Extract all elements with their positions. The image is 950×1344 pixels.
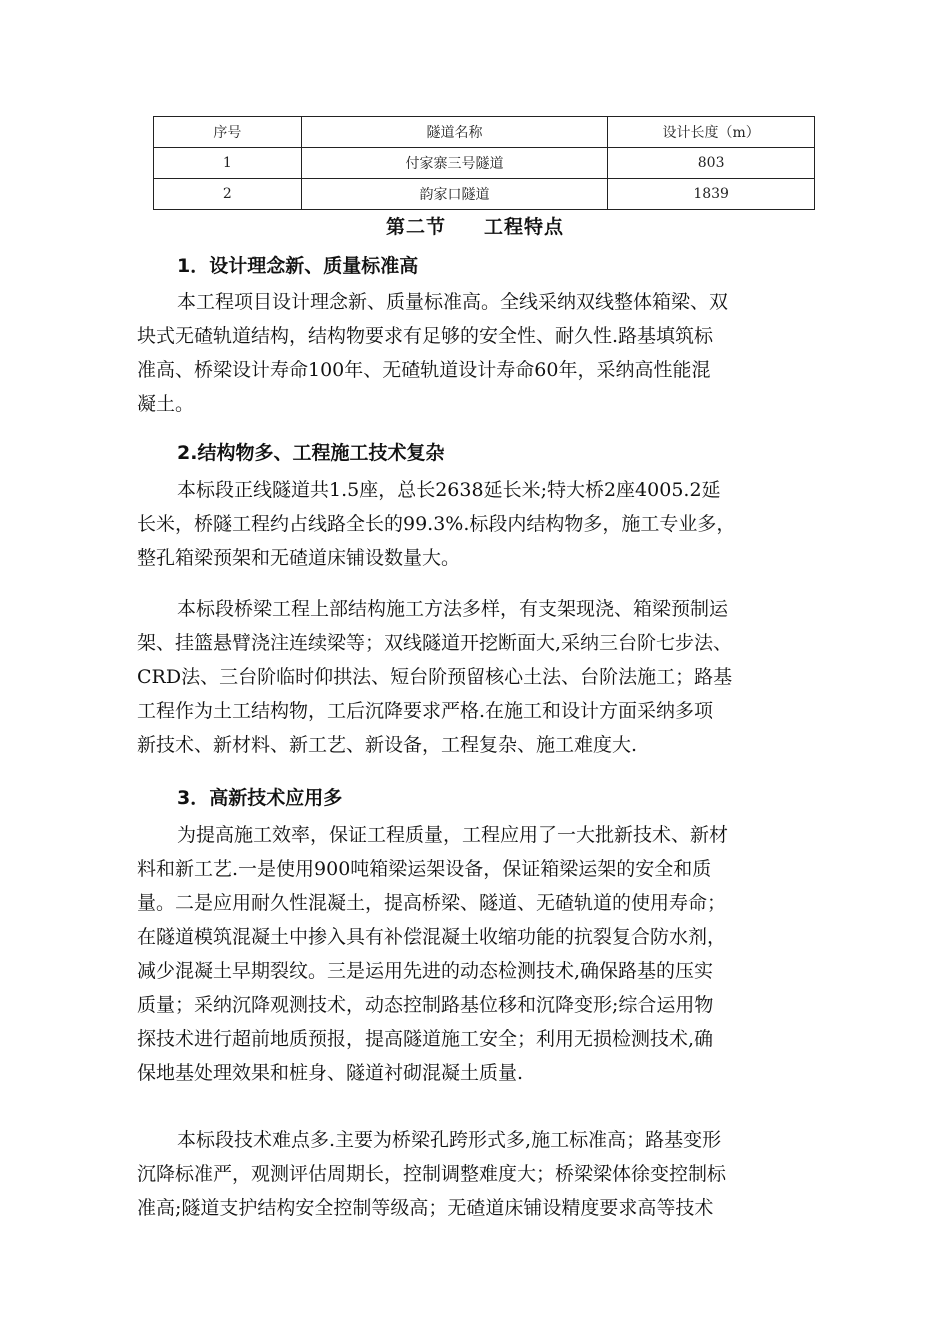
text-line: 本标段正线隧道共1.5座，总长2638延长米;特大桥2座4005.2延 [177,479,721,501]
table-row [154,179,815,210]
text-line: CRD法、三台阶临时仰拱法、短台阶预留核心土法、台阶法施工；路基 [137,666,733,688]
cell-tunnel-name: 韵家口隧道 [301,179,608,210]
section-title [0,212,950,240]
heading-new-technology: 3．高新技术应用多 [177,787,343,809]
text-line: 架、挂篮悬臂浇注连续梁等；双线隧道开挖断面大,采纳三台阶七步法、 [137,632,733,654]
section-number: 第二节 [385,216,446,238]
tunnel-table [153,116,815,210]
cell-design-length: 803 [608,148,815,179]
text-line: 质量；采纳沉降观测技术，动态控制路基位移和沉降变形;综合运用物 [137,994,714,1016]
cell-index: 1 [154,148,302,179]
cell-tunnel-name: 付家寨三号隧道 [301,148,608,179]
text-line: 块式无碴轨道结构，结构物要求有足够的安全性、耐久性.路基填筑标 [137,325,714,347]
text-line: 保地基处理效果和桩身、隧道衬砌混凝土质量. [137,1062,524,1084]
table-header-row [154,117,815,148]
cell-index: 2 [154,179,302,210]
text-line: 减少混凝土早期裂纹。三是运用先进的动态检测技术,确保路基的压实 [137,960,714,982]
text-line: 料和新工艺.一是使用900吨箱梁运架设备，保证箱梁运架的安全和质 [137,858,712,880]
text-line: 本工程项目设计理念新、质量标准高。全线采纳双线整体箱梁、双 [177,291,729,313]
paragraph-tunnels-bridges [137,473,837,575]
header-tunnel-name: 隧道名称 [301,117,608,148]
text-line: 本标段技术难点多.主要为桥梁孔跨形式多,施工标准高；路基变形 [177,1129,722,1151]
text-line: 凝土。 [137,393,195,415]
section-name: 工程特点 [484,216,565,238]
text-line: 量。二是应用耐久性混凝土，提高桥梁、隧道、无碴轨道的使用寿命； [137,892,727,914]
cell-design-length: 1839 [608,179,815,210]
text-line: 探技术进行超前地质预报，提高隧道施工安全；利用无损检测技术,确 [137,1028,714,1050]
text-line: 本标段桥梁工程上部结构施工方法多样，有支架现浇、箱梁预制运 [177,598,729,620]
heading-design-concept: 1．设计理念新、质量标准高 [177,255,419,277]
text-line: 整孔箱梁预架和无碴道床铺设数量大。 [137,547,461,569]
paragraph-technical-difficulties [137,1123,837,1225]
paragraph-new-technology [137,818,837,1090]
text-line: 长米，桥隧工程约占线路全长的99.3%.标段内结构物多，施工专业多， [137,513,736,535]
paragraph-design-concept [137,285,837,421]
paragraph-construction-methods [137,592,837,762]
text-line: 沉降标准严，观测评估周期长，控制调整难度大；桥梁梁体徐变控制标 [137,1163,727,1185]
text-line: 为提高施工效率，保证工程质量，工程应用了一大批新技术、新材 [177,824,729,846]
text-line: 准高;隧道支护结构安全控制等级高；无碴道床铺设精度要求高等技术 [137,1197,714,1219]
text-line: 在隧道模筑混凝土中掺入具有补偿混凝土收缩功能的抗裂复合防水剂， [137,926,727,948]
text-line: 准高、桥梁设计寿命100年、无碴轨道设计寿命60年，采纳高性能混 [137,359,711,381]
header-index: 序号 [154,117,302,148]
text-line: 工程作为土工结构物，工后沉降要求严格.在施工和设计方面采纳多项 [137,700,714,722]
header-design-length: 设计长度（m） [608,117,815,148]
heading-structures: 2.结构物多、工程施工技术复杂 [177,442,445,464]
text-line: 新技术、新材料、新工艺、新设备，工程复杂、施工难度大. [137,734,638,756]
table-row [154,148,815,179]
